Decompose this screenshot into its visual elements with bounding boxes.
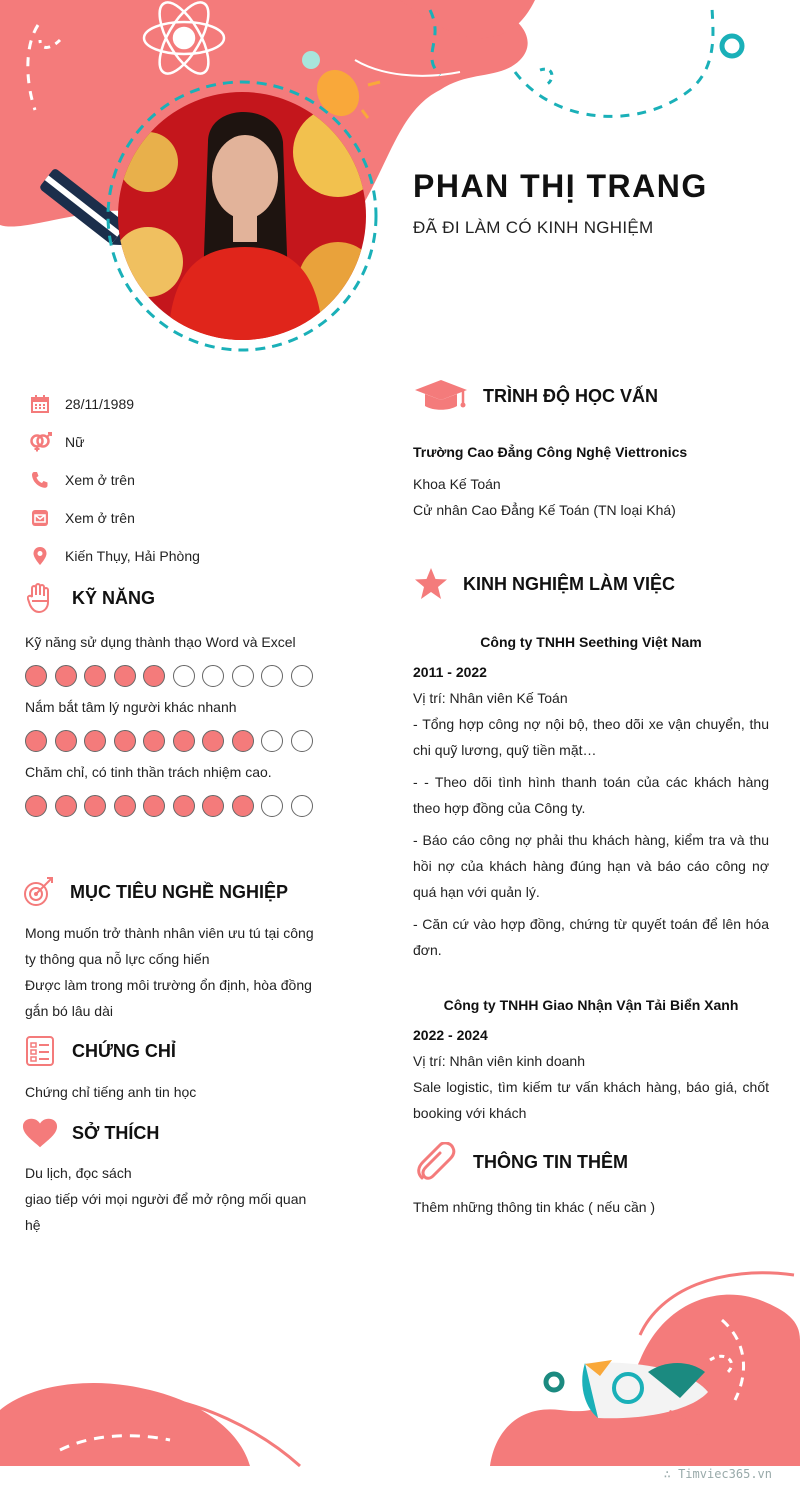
extra-heading [413, 1144, 628, 1180]
skill-name: Kỹ năng sử dụng thành thạo Word và Excel [25, 634, 296, 650]
hobbies-title: SỞ THÍCH [72, 1122, 160, 1143]
rating-dot-empty [173, 665, 195, 687]
rating-dot-filled [143, 730, 165, 752]
job-entry [413, 634, 769, 963]
rating-dot-filled [84, 665, 106, 687]
hobbies-heading [22, 1115, 159, 1151]
contact-email [28, 499, 328, 537]
contact-birthdate [28, 385, 328, 423]
gender-icon [28, 430, 52, 454]
hobby-line: giao tiếp với mọi người để mở rộng mối quan [25, 1191, 307, 1207]
education-school: Trường Cao Đẳng Công Nghệ Viettronics [413, 444, 688, 460]
watermark: ∴ Timviec365.vn [663, 1467, 772, 1481]
rating-dot-filled [143, 795, 165, 817]
contact-phone [28, 461, 328, 499]
job-position: Vị trí: Nhân viên Kế Toán [413, 690, 568, 706]
skills-heading [22, 580, 155, 616]
hobby-line: Du lịch, đọc sách [25, 1165, 132, 1181]
certificates-text [25, 1079, 325, 1105]
experience-title: KINH NGHIỆM LÀM VIỆC [463, 573, 676, 594]
skills-title: KỸ NĂNG [72, 587, 156, 608]
job-duty: - Báo cáo công nợ phải thu khách hàng, kiểm tra và thu hồi nợ của khách hàng đúng hạn và báo cáo công nợ quá hạn với quản lý. [413, 832, 769, 900]
job-duty: - - Theo dõi tình hình thanh toán của các khách hàng theo hợp đồng của Công ty. [413, 774, 769, 816]
certificate-line: Chứng chỉ tiếng anh tin học [25, 1084, 197, 1100]
email-text: Xem ở trên [65, 510, 135, 526]
objective-line: Được làm trong môi trường ổn định, hòa đồng [25, 977, 312, 993]
gender-text: Nữ [65, 434, 85, 450]
rating-dot-filled [55, 730, 77, 752]
job-duty: - Căn cứ vào hợp đồng, chứng từ quyết toán để lên hóa đơn. [413, 916, 769, 958]
contact-list [28, 385, 328, 575]
rating-dot-filled [202, 730, 224, 752]
rating-dot-empty [261, 665, 283, 687]
skill-rating [25, 665, 325, 687]
job-entry [413, 997, 769, 1126]
rating-dot-empty [261, 795, 283, 817]
objective-title: MỤC TIÊU NGHỀ NGHIỆP [70, 881, 289, 902]
star-icon [413, 566, 449, 602]
phone-icon [28, 468, 52, 492]
experience-heading [413, 566, 675, 602]
profile-photo [108, 82, 376, 350]
rating-dot-filled [84, 730, 106, 752]
skill-item [25, 632, 325, 687]
paperclip-icon [413, 1144, 459, 1180]
skill-name: Nắm bắt tâm lý người khác nhanh [25, 699, 237, 715]
job-period: 2022 - 2024 [413, 1027, 488, 1043]
rating-dot-filled [114, 795, 136, 817]
rating-dot-filled [202, 795, 224, 817]
hand-icon [22, 580, 58, 616]
rating-dot-filled [55, 795, 77, 817]
job-duty: Sale logistic, tìm kiếm tư vấn khách hàng, báo giá, chốt booking với khách [413, 1079, 769, 1121]
contact-location [28, 537, 328, 575]
job-period: 2011 - 2022 [413, 664, 487, 680]
rating-dot-filled [173, 795, 195, 817]
rating-dot-empty [291, 665, 313, 687]
target-icon [20, 874, 56, 910]
rating-dot-filled [55, 665, 77, 687]
birthdate-text: 28/11/1989 [65, 396, 135, 412]
skill-name: Chăm chỉ, có tinh thần trách nhiệm cao. [25, 764, 272, 780]
objective-text [25, 920, 325, 1024]
rating-dot-empty [291, 795, 313, 817]
rating-dot-filled [25, 795, 47, 817]
certificates-title: CHỨNG CHỈ [72, 1040, 176, 1061]
skill-rating [25, 730, 325, 752]
rating-dot-empty [232, 665, 254, 687]
rating-dot-filled [143, 665, 165, 687]
contact-gender [28, 423, 328, 461]
rating-dot-filled [114, 665, 136, 687]
skill-item [25, 697, 325, 752]
skills-list [25, 632, 325, 827]
hobbies-text [25, 1160, 325, 1238]
rating-dot-empty [202, 665, 224, 687]
objective-line: gắn bó lâu dài [25, 1003, 113, 1019]
rating-dot-filled [25, 730, 47, 752]
education-title: TRÌNH ĐỘ HỌC VẤN [483, 385, 658, 406]
objective-heading [20, 874, 288, 910]
hobby-line: hệ [25, 1217, 41, 1233]
graduation-cap-icon [413, 378, 469, 414]
candidate-subtitle: ĐÃ ĐI LÀM CÓ KINH NGHIỆM [413, 218, 654, 237]
education-major: Khoa Kế Toán [413, 476, 501, 492]
heart-icon [22, 1115, 58, 1151]
job-position: Vị trí: Nhân viên kinh doanh [413, 1053, 585, 1069]
certificates-heading [22, 1033, 176, 1069]
rating-dot-filled [173, 730, 195, 752]
email-icon [28, 506, 52, 530]
extra-text: Thêm những thông tin khác ( nếu cần ) [413, 1199, 656, 1215]
candidate-name: PHAN THỊ TRANG [413, 168, 708, 204]
job-company: Công ty TNHH Giao Nhận Vận Tải Biển Xanh [443, 997, 739, 1013]
job-company: Công ty TNHH Seething Việt Nam [480, 634, 702, 650]
skill-rating [25, 795, 325, 817]
location-icon [28, 544, 52, 568]
education-degree: Cử nhân Cao Đẳng Kế Toán (TN loại Khá) [413, 502, 676, 518]
extra-title: THÔNG TIN THÊM [473, 1151, 628, 1172]
rating-dot-filled [232, 795, 254, 817]
checklist-icon [22, 1033, 58, 1069]
rating-dot-empty [291, 730, 313, 752]
location-text: Kiến Thụy, Hải Phòng [65, 548, 200, 564]
rating-dot-filled [114, 730, 136, 752]
objective-line: Mong muốn trở thành nhân viên ưu tú tại công [25, 925, 314, 941]
job-duty: - Tổng hợp công nợ nội bộ, theo dõi xe vận chuyển, thu chi quỹ lương, quỹ tiền mặt… [413, 716, 769, 758]
rating-dot-filled [25, 665, 47, 687]
rating-dot-filled [232, 730, 254, 752]
rating-dot-filled [84, 795, 106, 817]
rating-dot-empty [261, 730, 283, 752]
education-heading [413, 378, 658, 414]
calendar-icon [28, 392, 52, 416]
skill-item [25, 762, 325, 817]
objective-line: ty thông qua nỗ lực cống hiến [25, 951, 210, 967]
phone-text: Xem ở trên [65, 472, 135, 488]
